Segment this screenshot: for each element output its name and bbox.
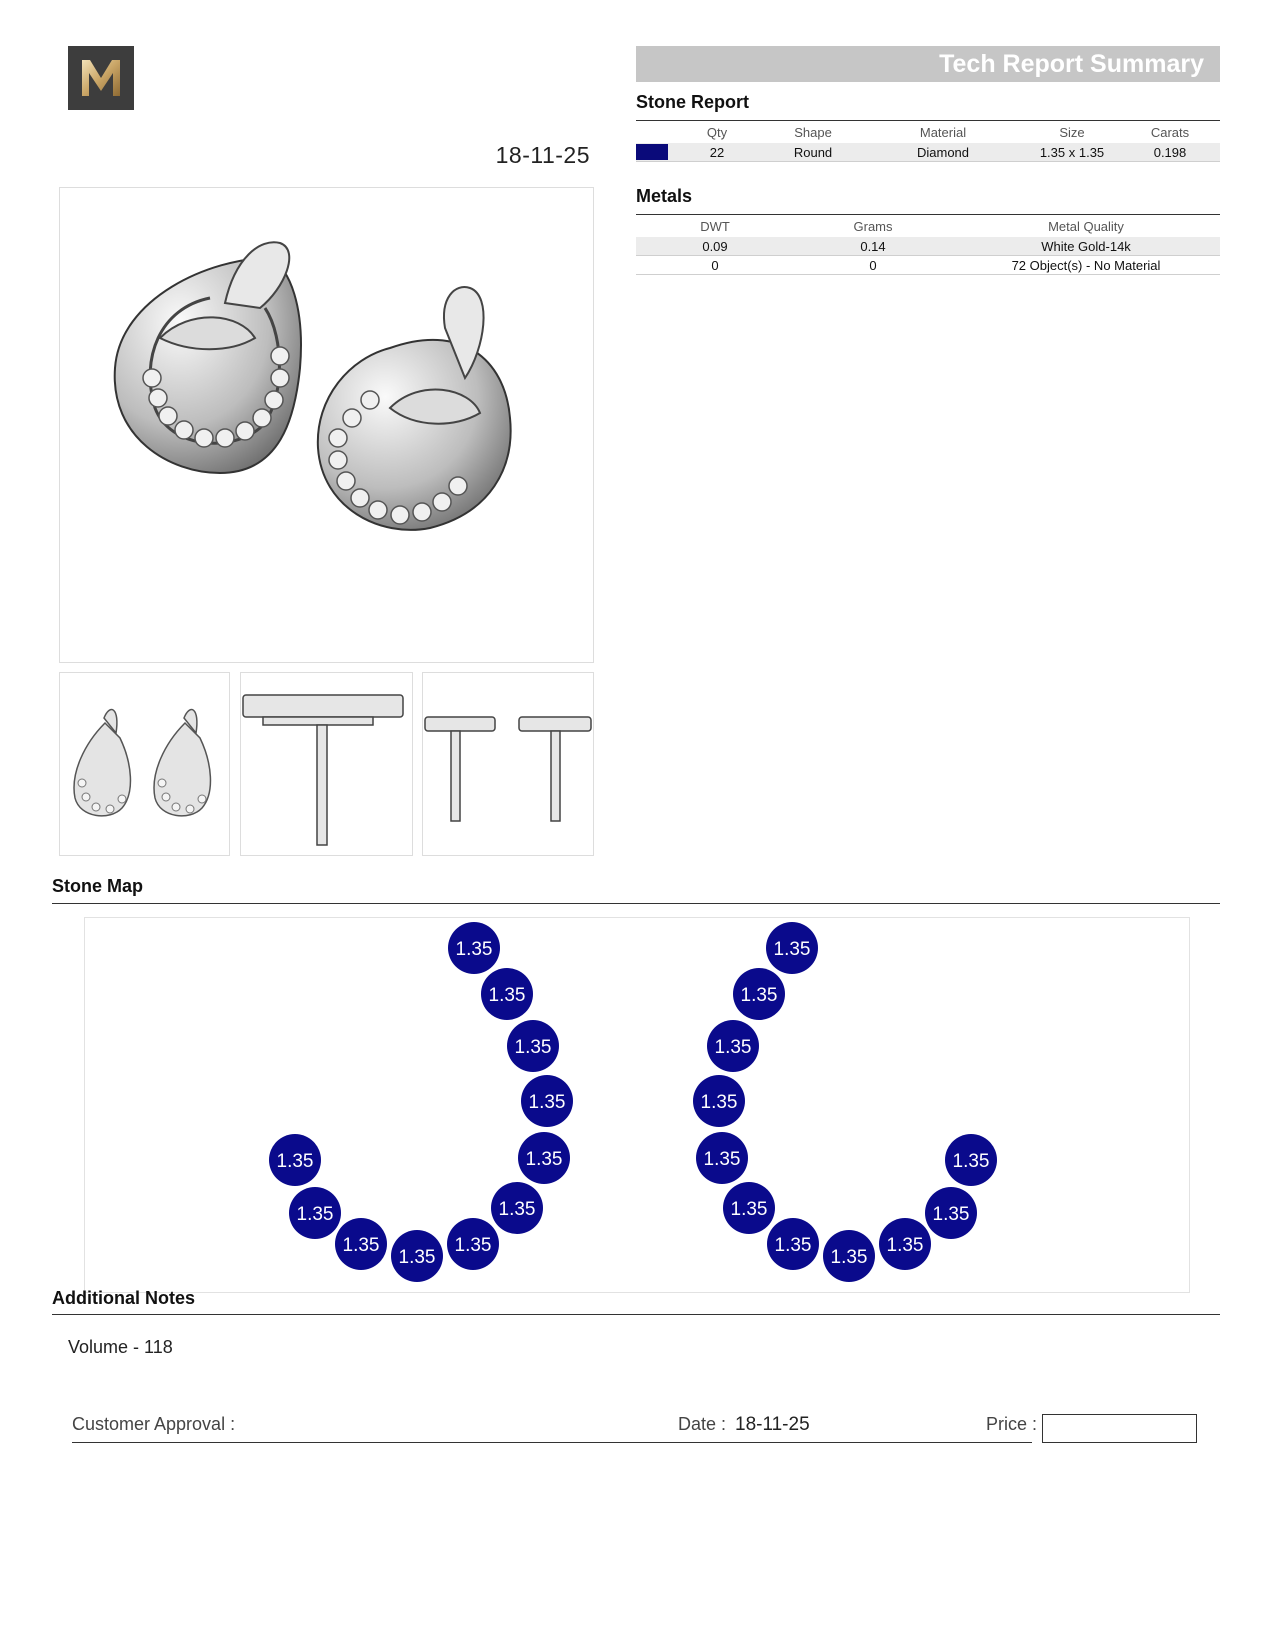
stone-size-label: 1.35 [498, 1199, 536, 1220]
stone-marker [391, 1230, 443, 1282]
stone-marker [289, 1187, 341, 1239]
additional-notes-heading: Additional Notes [52, 1288, 195, 1308]
divider [52, 1314, 1220, 1315]
stone-marker [723, 1182, 775, 1234]
product-render-main [59, 187, 594, 663]
stone-map-heading: Stone Map [52, 876, 144, 896]
signature-line [72, 1442, 1032, 1443]
stone-size-label: 1.35 [714, 1037, 752, 1058]
stone-marker [925, 1187, 977, 1239]
stone-size-label: 1.35 [454, 1235, 492, 1256]
date-label: Date : [678, 1414, 727, 1434]
stone-size-label: 1.35 [514, 1037, 552, 1058]
col-size: Size [1059, 124, 1085, 140]
stone-marker [823, 1230, 875, 1282]
cell-carats: 0.198 [1153, 144, 1187, 160]
metals-header-row [636, 215, 1220, 237]
cell-material: Diamond [916, 144, 970, 160]
col-material: Material [919, 124, 967, 140]
stone-marker [481, 968, 533, 1020]
stone-marker [766, 922, 818, 974]
earring-left [115, 242, 301, 473]
stone-report-header-row [636, 121, 1220, 143]
cell-size: 1.35 x 1.35 [1039, 144, 1105, 160]
col-metal-quality: Metal Quality [1048, 218, 1124, 234]
stone-size-label: 1.35 [886, 1235, 924, 1256]
stone-size-label: 1.35 [528, 1092, 566, 1113]
stone-map-panel [84, 917, 1190, 1293]
stone-marker [733, 968, 785, 1020]
stone-size-label: 1.35 [952, 1151, 990, 1172]
thumbnail-back-view [422, 672, 594, 856]
table-row [636, 143, 1220, 162]
table-row [636, 237, 1220, 256]
metals-heading: Metals [636, 186, 693, 206]
stone-marker [707, 1020, 759, 1072]
stone-marker [507, 1020, 559, 1072]
stone-marker [945, 1134, 997, 1186]
table-row [636, 256, 1220, 275]
cell-dwt: 0.09 [702, 238, 728, 254]
stone-size-label: 1.35 [703, 1149, 741, 1170]
stone-size-label: 1.35 [398, 1247, 436, 1268]
price-field[interactable] [1042, 1414, 1197, 1443]
col-carats: Carats [1150, 124, 1190, 140]
report-title: Tech Report Summary [939, 49, 1204, 78]
stone-marker [335, 1218, 387, 1270]
stone-marker [693, 1075, 745, 1127]
stone-marker [269, 1134, 321, 1186]
col-shape: Shape [794, 124, 832, 140]
stone-marker [447, 1218, 499, 1270]
stone-marker [518, 1132, 570, 1184]
notes-text: Volume - 118 [68, 1337, 173, 1357]
customer-approval-label: Customer Approval : [72, 1414, 236, 1434]
metals-table [636, 214, 1220, 275]
cell-quality: White Gold-14k [1041, 238, 1131, 254]
stone-size-label: 1.35 [700, 1092, 738, 1113]
cell-qty: 22 [709, 144, 725, 160]
stone-map [85, 918, 1189, 1292]
col-qty: Qty [706, 124, 728, 140]
stone-size-label: 1.35 [774, 1235, 812, 1256]
stone-size-label: 1.35 [342, 1235, 380, 1256]
price-label: Price : [986, 1414, 1038, 1434]
earring-right [318, 287, 511, 530]
stone-report-table [636, 120, 1220, 162]
thumbnail-front-view [59, 672, 230, 856]
company-logo [68, 46, 134, 110]
stone-size-label: 1.35 [773, 939, 811, 960]
stone-size-label: 1.35 [455, 939, 493, 960]
stone-size-label: 1.35 [525, 1149, 563, 1170]
stone-marker [767, 1218, 819, 1270]
stone-size-label: 1.35 [740, 985, 778, 1006]
cell-quality: 72 Object(s) - No Material [1011, 257, 1161, 273]
cell-grams: 0 [869, 257, 877, 273]
stone-size-label: 1.35 [932, 1204, 970, 1225]
stone-size-label: 1.35 [488, 985, 526, 1006]
report-title-bar [636, 46, 1220, 82]
stone-size-label: 1.35 [730, 1199, 768, 1220]
stone-size-label: 1.35 [830, 1247, 868, 1268]
cell-grams: 0.14 [860, 238, 886, 254]
thumbnail-side-view [240, 672, 413, 856]
approval-date-value: 18-11-25 [735, 1414, 810, 1435]
stone-marker [448, 922, 500, 974]
stone-marker [491, 1182, 543, 1234]
col-dwt: DWT [700, 218, 730, 234]
col-grams: Grams [853, 218, 893, 234]
stone-marker [521, 1075, 573, 1127]
stone-size-label: 1.35 [276, 1151, 314, 1172]
cell-dwt: 0 [711, 257, 719, 273]
stone-marker [696, 1132, 748, 1184]
report-date: 18-11-25 [495, 142, 590, 168]
stone-size-label: 1.35 [296, 1204, 334, 1225]
cell-shape: Round [793, 144, 833, 160]
divider [52, 903, 1220, 904]
stone-color-swatch [636, 144, 668, 160]
stone-marker [879, 1218, 931, 1270]
stone-report-heading: Stone Report [636, 92, 750, 112]
